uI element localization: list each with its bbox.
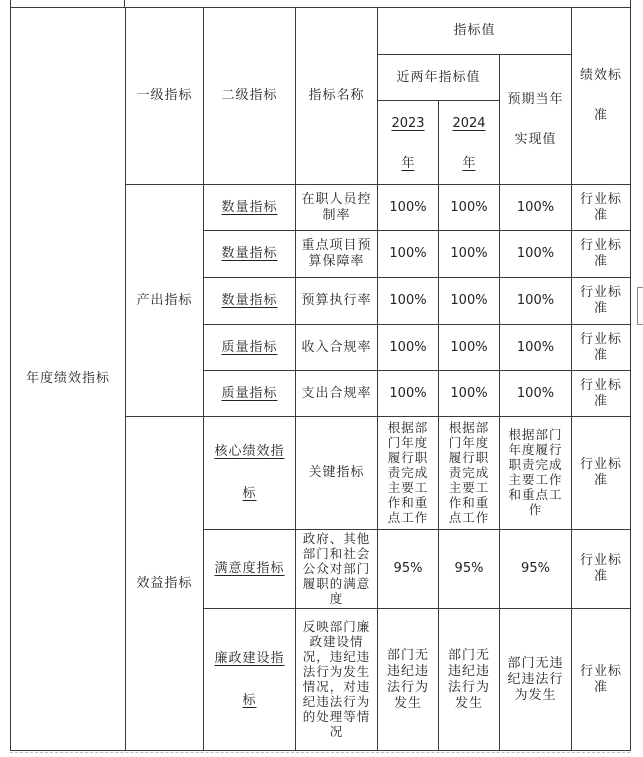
header-standard: 绩效标准 — [572, 8, 631, 185]
value-2023-cell: 根据部门年度履行职责完成主要工作和重点工作 — [378, 417, 439, 530]
top-border-stub — [10, 0, 630, 7]
level2-cell: 数量指标 — [204, 278, 296, 325]
standard-cell: 行业标准 — [572, 371, 631, 417]
header-year-2024: 2024 年 — [439, 101, 500, 185]
name-cell: 收入合规率 — [296, 325, 378, 371]
value-2024-cell: 100% — [439, 371, 500, 417]
value-2023-cell: 95% — [378, 530, 439, 609]
side-bracket-mark — [637, 287, 643, 325]
header-name: 指标名称 — [296, 8, 378, 185]
value-2024-cell: 100% — [439, 231, 500, 278]
page-bottom-dashed-line — [10, 752, 630, 753]
value-2023-cell: 100% — [378, 278, 439, 325]
value-2023-cell: 100% — [378, 231, 439, 278]
value-2024-cell: 根据部门年度履行职责完成主要工作和重点工作 — [439, 417, 500, 530]
standard-cell: 行业标准 — [572, 325, 631, 371]
name-cell: 预算执行率 — [296, 278, 378, 325]
name-cell: 政府、其他部门和社会公众对部门履职的满意度 — [296, 530, 378, 609]
header-recent-two-years: 近两年指标值 — [378, 55, 500, 101]
expected-cell: 95% — [500, 530, 572, 609]
header-year-2023: 2023 年 — [378, 101, 439, 185]
standard-cell: 行业标准 — [572, 417, 631, 530]
value-2024-cell: 100% — [439, 325, 500, 371]
expected-cell: 100% — [500, 325, 572, 371]
standard-cell: 行业标准 — [572, 278, 631, 325]
value-2023-cell: 部门无违纪违法行为发生 — [378, 609, 439, 751]
value-2024-cell: 100% — [439, 278, 500, 325]
value-2024-cell: 部门无违纪违法行为发生 — [439, 609, 500, 751]
header-level2: 二级指标 — [204, 8, 296, 185]
level2-cell: 数量指标 — [204, 231, 296, 278]
level2-cell: 质量指标 — [204, 325, 296, 371]
name-cell: 关键指标 — [296, 417, 378, 530]
expected-cell: 部门无违纪违法行为发生 — [500, 609, 572, 751]
header-expected: 预期当年实现值 — [500, 55, 572, 185]
performance-indicator-table — [10, 7, 631, 751]
value-2023-cell: 100% — [378, 371, 439, 417]
header-value-group: 指标值 — [378, 8, 572, 55]
level1-cell: 效益指标 — [126, 417, 204, 751]
section-label: 年度绩效指标 — [25, 371, 110, 386]
expected-cell: 100% — [500, 278, 572, 325]
section-label-cell — [11, 8, 126, 751]
level2-cell: 廉政建设指标 — [204, 609, 296, 751]
value-2024-cell: 100% — [439, 185, 500, 231]
header-level1: 一级指标 — [126, 8, 204, 185]
standard-cell: 行业标准 — [572, 530, 631, 609]
name-cell: 支出合规率 — [296, 371, 378, 417]
level2-cell: 数量指标 — [204, 185, 296, 231]
standard-cell: 行业标准 — [572, 185, 631, 231]
level2-cell: 核心绩效指标 — [204, 417, 296, 530]
name-cell: 在职人员控制率 — [296, 185, 378, 231]
value-2024-cell: 95% — [439, 530, 500, 609]
expected-cell: 100% — [500, 231, 572, 278]
name-cell: 反映部门廉政建设情况，违纪违法行为发生情况，对违纪违法行为的处理等情况 — [296, 609, 378, 751]
standard-cell: 行业标准 — [572, 609, 631, 751]
expected-cell: 根据部门年度履行职责完成主要工作和重点工作 — [500, 417, 572, 530]
expected-cell: 100% — [500, 371, 572, 417]
level2-cell: 满意度指标 — [204, 530, 296, 609]
value-2023-cell: 100% — [378, 325, 439, 371]
expected-cell: 100% — [500, 185, 572, 231]
level1-cell: 产出指标 — [126, 185, 204, 417]
name-cell: 重点项目预算保障率 — [296, 231, 378, 278]
level2-cell: 质量指标 — [204, 371, 296, 417]
value-2023-cell: 100% — [378, 185, 439, 231]
standard-cell: 行业标准 — [572, 231, 631, 278]
